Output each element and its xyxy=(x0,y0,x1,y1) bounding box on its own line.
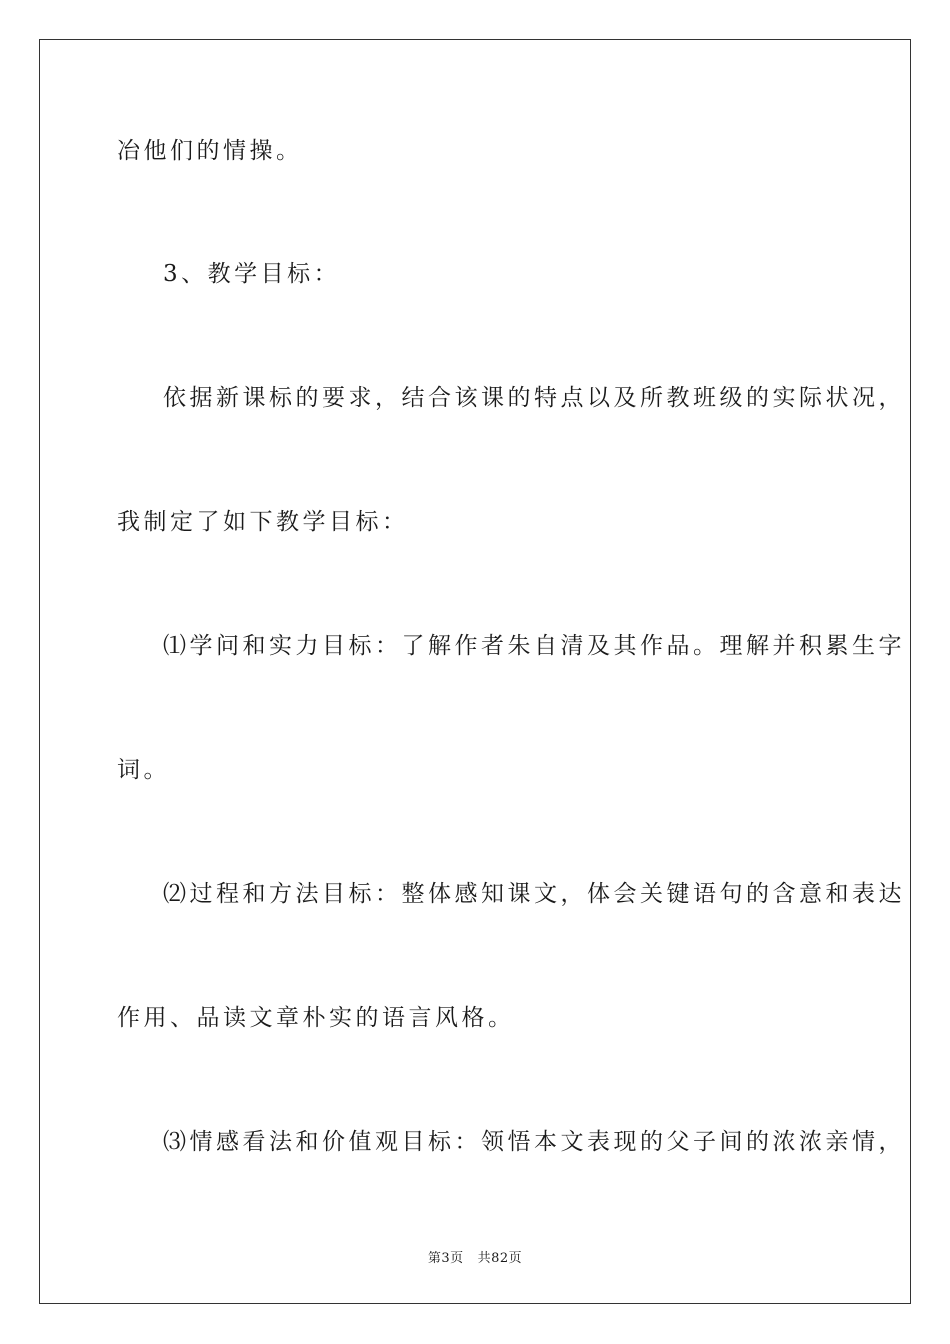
text-line: ⑵过程和方法目标：整体感知课文，体会关键语句的含意和表达 xyxy=(163,881,905,907)
page-footer xyxy=(0,1247,950,1266)
text-line: 作用、品读文章朴实的语言风格。 xyxy=(117,1005,515,1031)
text-line: 词。 xyxy=(117,757,170,783)
page-number: 第3页 xyxy=(427,1251,464,1266)
text-line: ⑴学问和实力目标：了解作者朱自清及其作品。理解并积累生字 xyxy=(163,633,905,659)
text-line: 我制定了如下教学目标： xyxy=(117,509,409,535)
section-heading: 3、教学目标： xyxy=(163,261,341,287)
page-border xyxy=(39,39,911,1304)
text-line: 依据新课标的要求，结合该课的特点以及所教班级的实际状况， xyxy=(163,385,905,411)
text-line: 冶他们的情操。 xyxy=(117,138,303,164)
page-total: 共82页 xyxy=(477,1251,523,1266)
text-line: ⑶情感看法和价值观目标：领悟本文表现的父子间的浓浓亲情， xyxy=(163,1129,905,1155)
